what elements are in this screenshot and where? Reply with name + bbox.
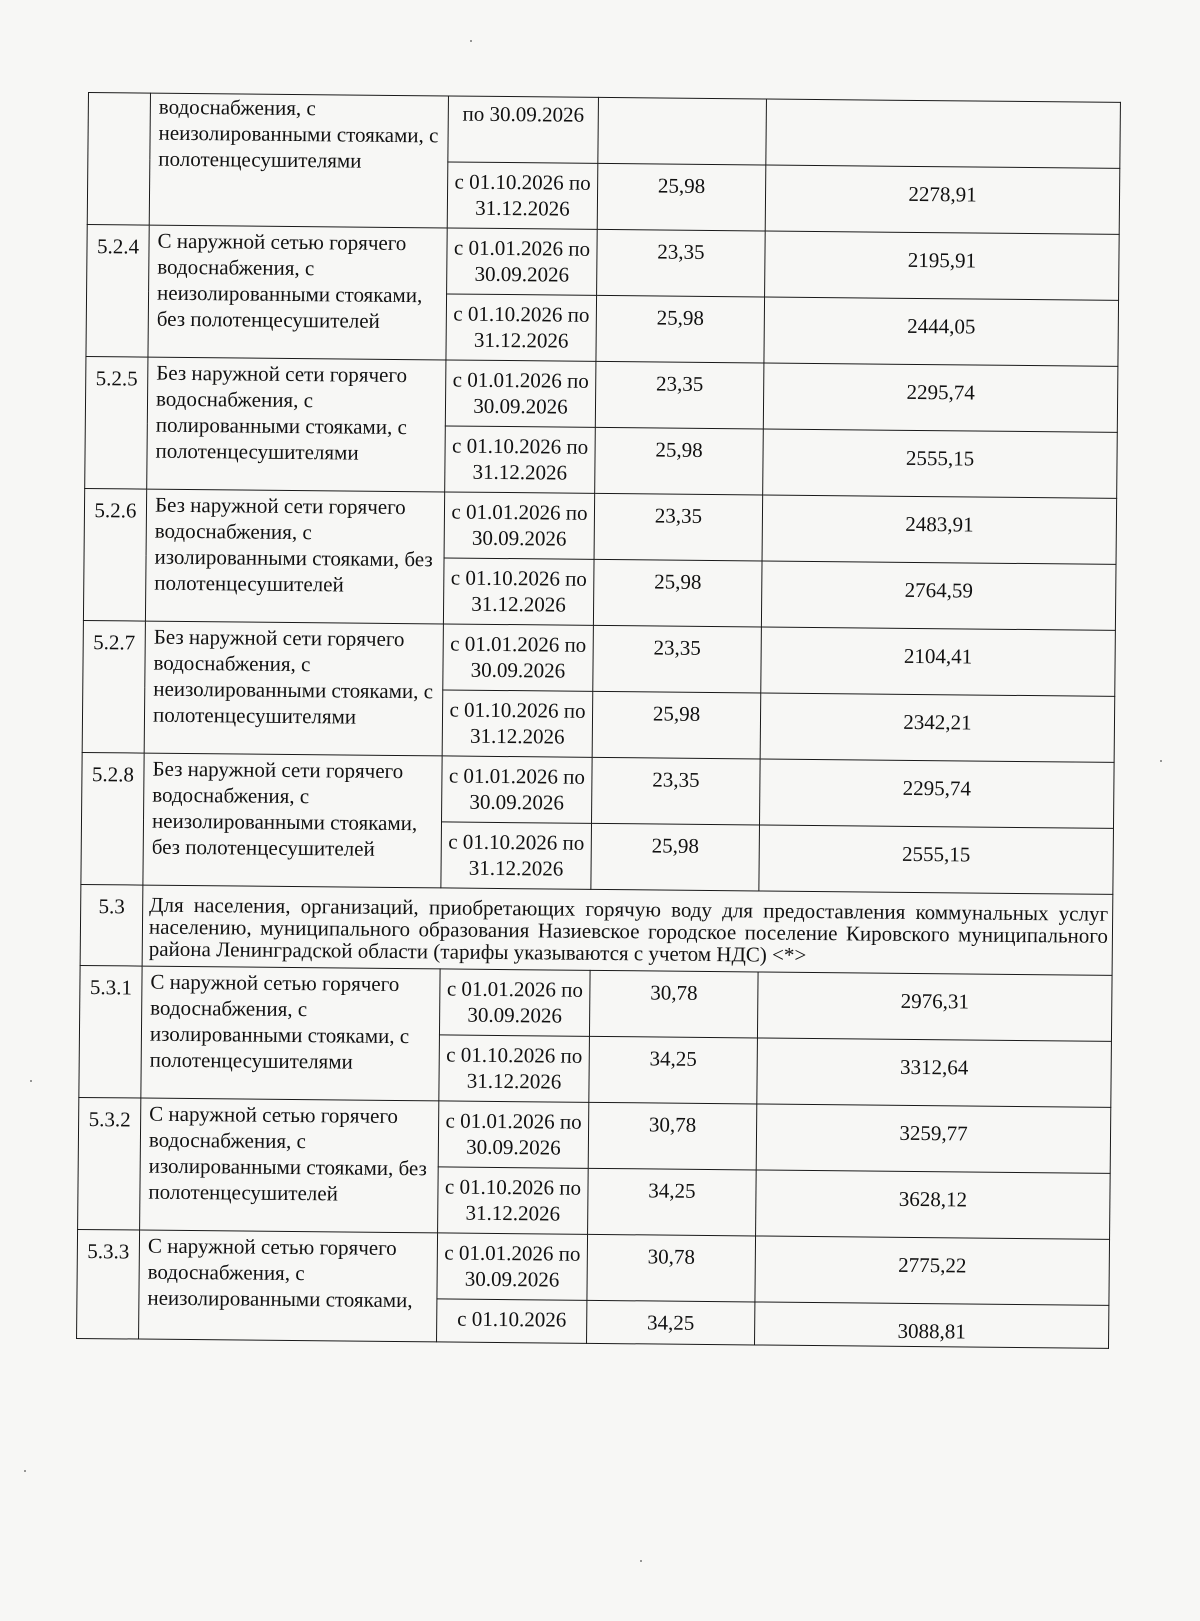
value1-cell: 23,35	[594, 493, 763, 561]
value1-cell: 25,98	[596, 295, 765, 363]
tariff-table-sheet	[76, 92, 1120, 1349]
row-description: С наружной сетью горячего водоснабжения, с изолированными стояками, с полотенцесушителями	[141, 966, 440, 1101]
period-cell: с 01.01.2026 по 30.09.2026	[437, 1233, 588, 1300]
row-description: С наружной сетью горячего водоснабжения, с изолированными стояками, без полотенцесушителей	[140, 1098, 439, 1233]
period-cell: с 01.01.2026 по 30.09.2026	[442, 756, 593, 823]
value2-cell: 2104,41	[761, 627, 1116, 696]
value2-cell: 3312,64	[757, 1038, 1112, 1107]
value2-cell: 2278,91	[765, 165, 1120, 234]
value1-cell: 23,35	[597, 229, 766, 297]
table-row	[79, 965, 1112, 1041]
period-cell: с 01.01.2026 по 30.09.2026	[438, 1101, 589, 1168]
section-row	[80, 884, 1113, 975]
value2-cell: 2483,91	[762, 495, 1117, 564]
value1-cell: 23,35	[595, 361, 764, 429]
row-number-cell: 5.2.8	[81, 752, 144, 885]
period-cell: с 01.10.2026 по 31.12.2026	[439, 1035, 590, 1102]
row-description: водоснабжения, с неизолированными стояками, с полотенцесушителями	[149, 93, 448, 228]
row-description: С наружной сетью горячего водоснабжения, с неизолированными стояками,	[139, 1230, 438, 1342]
value2-cell: 2555,15	[763, 429, 1118, 498]
value1-cell: 25,98	[595, 427, 764, 495]
value1-cell: 25,98	[592, 691, 761, 759]
value2-cell: 2342,21	[760, 693, 1115, 762]
period-cell: с 01.10.2026 по 31.12.2026	[447, 162, 598, 229]
table-row	[87, 224, 1120, 300]
value1-cell: 25,98	[593, 559, 762, 627]
row-number-cell	[87, 93, 150, 226]
table-row	[78, 1097, 1111, 1173]
table-row	[85, 356, 1118, 432]
value1-cell: 25,98	[591, 823, 760, 891]
scan-speck	[30, 1080, 32, 1082]
scan-speck	[640, 1560, 642, 1562]
row-number-cell: 5.3.2	[78, 1097, 141, 1230]
value2-cell: 3088,81	[755, 1302, 1109, 1348]
table-row	[88, 93, 1121, 169]
value1-cell: 34,25	[588, 1168, 757, 1236]
period-cell: с 01.01.2026 по 30.09.2026	[443, 624, 594, 691]
row-description: Без наружной сети горячего водоснабжения, с изолированными стояками, без полотенцесушителей	[145, 489, 444, 624]
value1-cell: 30,78	[587, 1234, 756, 1302]
tariff-table	[76, 92, 1121, 1349]
value1-cell: 34,25	[589, 1036, 758, 1104]
row-description: Без наружной сети горячего водоснабжения, с неизолированными стояками, с полотенцесушителями	[144, 621, 443, 756]
period-cell: с 01.10.2026 по 31.12.2026	[443, 558, 594, 625]
period-cell: с 01.01.2026 по 30.09.2026	[444, 492, 595, 559]
row-number-cell: 5.2.6	[83, 488, 146, 621]
value1-cell: 34,25	[587, 1300, 755, 1345]
row-number-cell: 5.2.7	[82, 620, 145, 753]
row-number-cell: 5.3.3	[77, 1229, 140, 1339]
value2-cell: 3259,77	[756, 1104, 1111, 1173]
table-row	[82, 752, 1115, 828]
value2-cell: 2775,22	[755, 1236, 1110, 1305]
row-description: С наружной сетью горячего водоснабжения, с неизолированными стояками, без полотенцесушителей	[148, 225, 447, 360]
period-cell: с 01.10.2026 по 31.12.2026	[442, 690, 593, 757]
value2-cell: 2444,05	[764, 297, 1119, 366]
value2-cell	[766, 99, 1121, 168]
period-cell: с 01.01.2026 по 30.09.2026	[447, 228, 598, 295]
value2-cell: 2764,59	[761, 561, 1116, 630]
row-description: Без наружной сети горячего водоснабжения, с неизолированными стояками, без полотенцесушителей	[143, 753, 442, 888]
row-description: Без наружной сети горячего водоснабжения, с полированными стояками, с полотенцесушителями	[147, 357, 446, 492]
value1-cell: 25,98	[597, 163, 766, 231]
period-cell: с 01.10.2026 по 31.12.2026	[445, 426, 596, 493]
section-description: Для населения, организаций, приобретающих горячую воду для предоставления коммунальных услуг населению, муниципального образования Назиевское городское поселение Кировского муниципального района Ленинградской области (тарифы указываются с учетом НДС) <*>	[142, 885, 1113, 975]
period-cell: с 01.10.2026 по 31.12.2026	[441, 822, 592, 889]
value2-cell: 2976,31	[757, 972, 1112, 1041]
value1-cell: 23,35	[592, 757, 761, 825]
row-number-cell: 5.2.5	[85, 356, 148, 489]
row-number-cell: 5.3.1	[79, 965, 142, 1098]
section-number: 5.3	[80, 884, 143, 966]
value2-cell: 3628,12	[756, 1170, 1111, 1239]
period-cell: с 01.10.2026 по 31.12.2026	[446, 294, 597, 361]
period-cell: с 01.01.2026 по 30.09.2026	[439, 969, 590, 1036]
period-cell: с 01.01.2026 по 30.09.2026	[445, 360, 596, 427]
scan-speck	[24, 1470, 26, 1472]
period-cell: по 30.09.2026	[448, 96, 599, 163]
scan-speck	[1160, 760, 1162, 762]
row-number-cell: 5.2.4	[86, 224, 149, 357]
table-row	[83, 620, 1116, 696]
value1-cell: 30,78	[588, 1102, 757, 1170]
tariff-table-body	[77, 93, 1121, 1349]
table-row	[84, 488, 1117, 564]
value2-cell: 2555,15	[759, 825, 1114, 894]
period-cell: с 01.10.2026 по 31.12.2026	[438, 1167, 589, 1234]
value2-cell: 2295,74	[763, 363, 1118, 432]
period-cell: с 01.10.2026	[437, 1299, 587, 1343]
scan-speck	[470, 40, 472, 42]
value1-cell: 30,78	[589, 970, 758, 1038]
value2-cell: 2195,91	[765, 231, 1120, 300]
value2-cell: 2295,74	[759, 759, 1114, 828]
value1-cell	[598, 97, 767, 165]
table-row	[77, 1229, 1110, 1305]
value1-cell: 23,35	[593, 625, 762, 693]
